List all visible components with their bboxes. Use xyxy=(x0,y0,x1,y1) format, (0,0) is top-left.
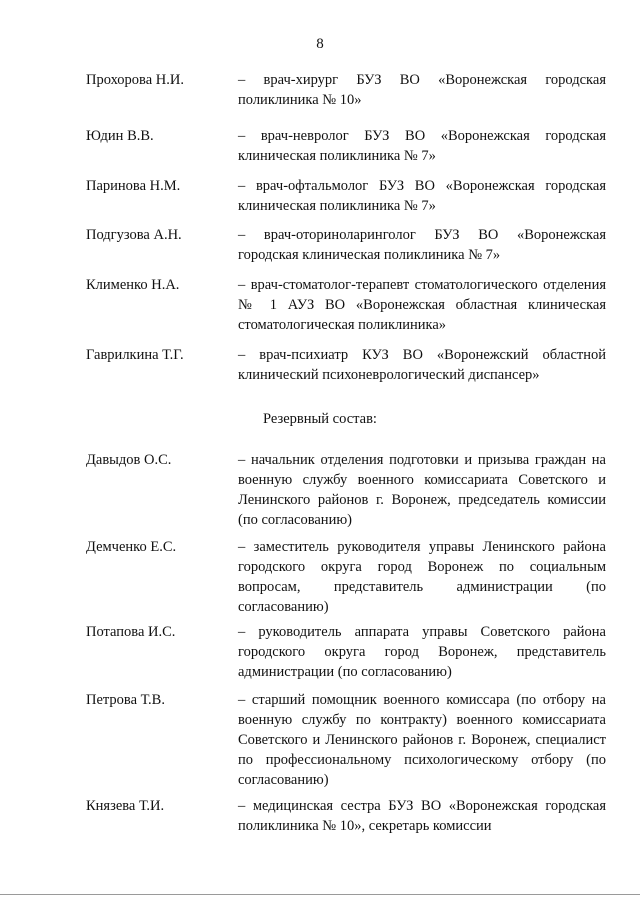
member-name: Петрова Т.В. xyxy=(86,692,165,708)
member-description: – медицинская сестра БУЗ ВО «Воронежская городская поликлиника № 10», секретарь комиссии xyxy=(238,798,606,834)
member-name: Прохорова Н.И. xyxy=(86,72,184,88)
member-description: – врач-офтальмолог БУЗ ВО «Воронежская городская клиническая поликлиника № 7» xyxy=(238,178,606,214)
member-description: – врач-хирург БУЗ ВО «Воронежская городская поликлиника № 10» xyxy=(238,72,606,108)
member-name: Гаврилкина Т.Г. xyxy=(86,347,184,363)
member-description: – заместитель руководителя управы Ленинского района городского округа город Воронеж по социальным вопросам, представитель администрации (по согласованию) xyxy=(238,539,606,615)
member-description: – начальник отделения подготовки и призыва граждан на военную службу военного комиссариата Советского и Ленинского районов г. Воронеж, председатель комиссии (по согласованию) xyxy=(238,452,606,528)
member-description: – старший помощник военного комиссара (по отбору на военную службу по контракту) военного комиссариата Советского и Ленинского районов г. Воронеж, специалист по профессиональному психологическому отбору (по согласованию) xyxy=(238,692,606,788)
reserve-section-title: Резервный состав: xyxy=(263,411,377,427)
member-name: Князева Т.И. xyxy=(86,798,165,814)
page-bottom-rule xyxy=(0,894,640,895)
member-name: Юдин В.В. xyxy=(86,128,154,144)
member-name: Клименко Н.А. xyxy=(86,277,180,293)
member-description: – врач-невролог БУЗ ВО «Воронежская городская клиническая поликлиника № 7» xyxy=(238,128,606,164)
member-description: – врач-стоматолог-терапевт стоматологического отделения № 1 АУЗ ВО «Воронежская областная клиническая стоматологическая поликлиника» xyxy=(238,277,606,333)
member-name: Подгузова А.Н. xyxy=(86,227,182,243)
member-name: Давыдов О.С. xyxy=(86,452,172,468)
page-number: 8 xyxy=(316,36,324,52)
member-name: Демченко Е.С. xyxy=(86,539,177,555)
member-description: – врач-оториноларинголог БУЗ ВО «Воронежская городская клиническая поликлиника № 7» xyxy=(238,227,606,263)
member-name: Паринова Н.М. xyxy=(86,178,181,194)
member-name: Потапова И.С. xyxy=(86,624,176,640)
member-description: – врач-психиатр КУЗ ВО «Воронежский областной клинический психоневрологический диспансер» xyxy=(238,347,606,383)
member-description: – руководитель аппарата управы Советского района городского округа город Воронеж, представитель администрации (по согласованию) xyxy=(238,624,606,680)
